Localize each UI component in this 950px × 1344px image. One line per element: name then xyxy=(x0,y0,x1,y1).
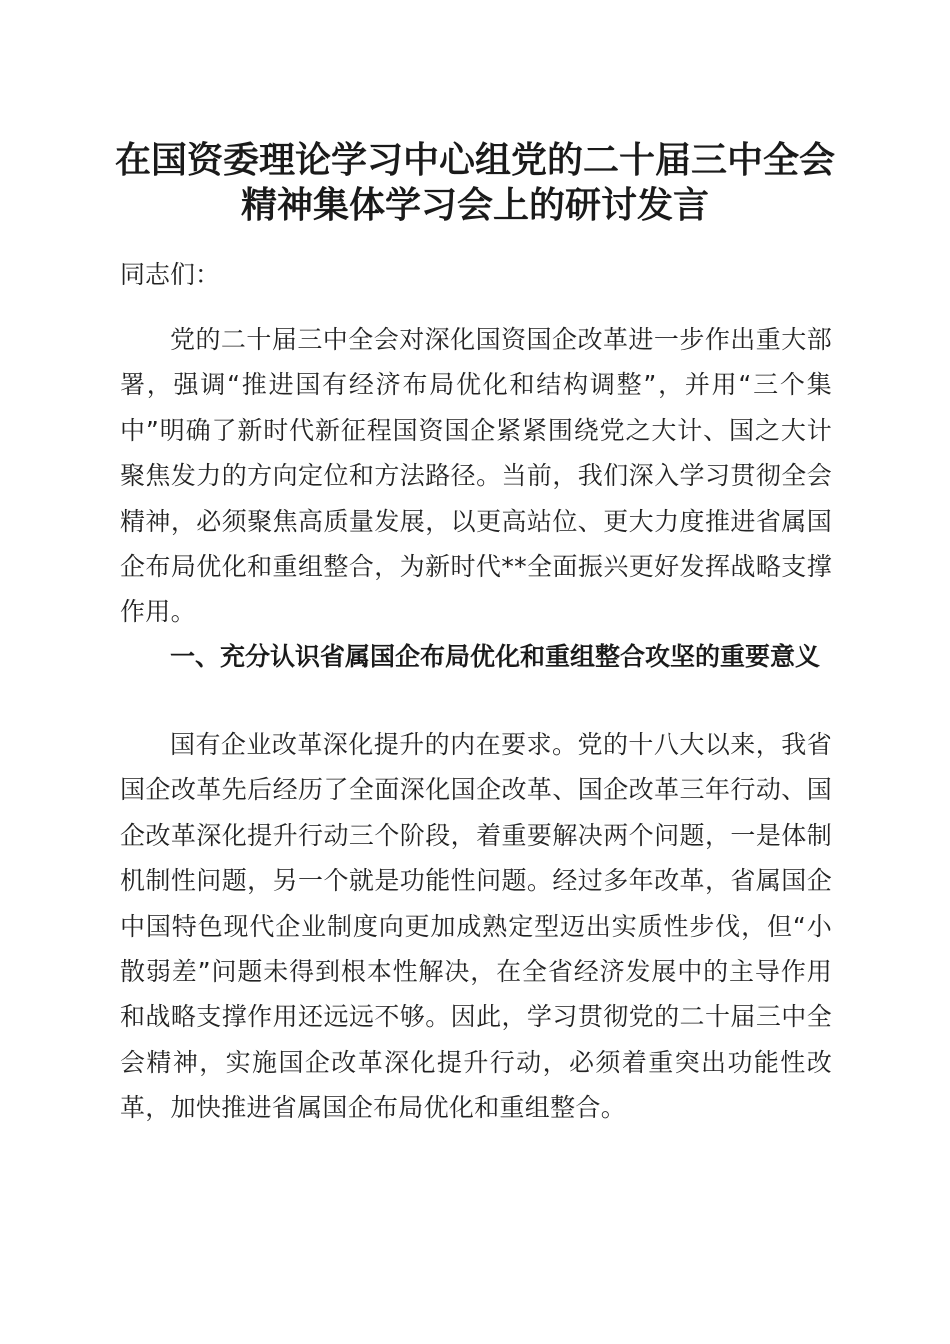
document-title-line-2: 精神集体学习会上的研讨发言 xyxy=(240,184,709,226)
greeting: 同志们： xyxy=(120,260,221,289)
document-title-line-1: 在国资委理论学习中心组党的二十届三中全会 xyxy=(114,139,835,181)
section-heading-1: 一、充分认识省属国企布局优化和重组整合攻坚的重要意义 xyxy=(170,642,821,671)
paragraph-section-1: 国有企业改革深化提升的内在要求。党的十八大以来，我省国企改革先后经历了全面深化国企改革、国企改革三年行动、国企改革深化提升行动三个阶段，着重要解决两个问题，一是体制机制性问题，另一个就是功能性问题。经过多年改革，省属国企中国特色现代企业制度向更加成熟定型迈出实质性步伐，但“小散弱差”问题未得到根本性解决，在全省经济发展中的主导作用和战略支撑作用还远远不够。因此，学习贯彻党的二十届三中全会精神，实施国企改革深化提升行动，必须着重突出功能性改革，加快推进省属国企布局优化和重组整合。 xyxy=(120,730,832,1123)
paragraph-intro: 党的二十届三中全会对深化国资国企改革进一步作出重大部署，强调“推进国有经济布局优化和结构调整”，并用“三个集中”明确了新时代新征程国资国企紧紧围绕党之大计、国之大计聚焦发力的方向定位和方法路径。当前，我们深入学习贯彻全会精神，必须聚焦高质量发展，以更高站位、更大力度推进省属国企布局优化和重组整合，为新时代**全面振兴更好发挥战略支撑作用。 xyxy=(120,325,832,627)
